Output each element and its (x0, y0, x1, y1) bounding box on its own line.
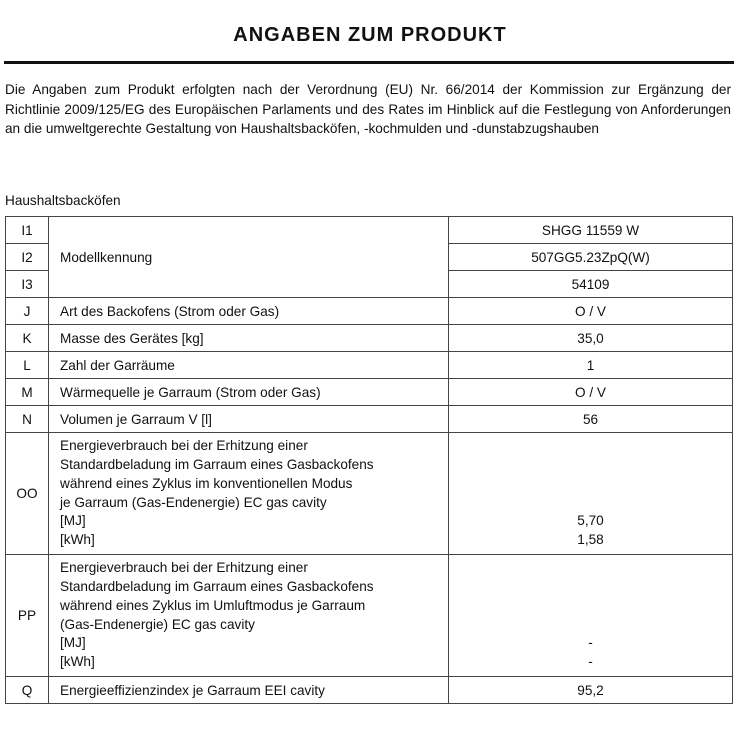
table-row-oo (6, 433, 733, 555)
row-value: 56 (449, 406, 733, 433)
section-label: Haushaltsbacköfen (5, 193, 121, 208)
table-row-j (6, 298, 733, 325)
row-value: 95,2 (449, 677, 733, 704)
row-code: I3 (6, 271, 49, 298)
label-line: (Gas-Endenergie) EC gas cavity (60, 616, 255, 632)
label-line: je Garraum (Gas-Endenergie) EC gas cavity (60, 494, 327, 510)
row-value-cell (449, 433, 733, 555)
table-row-q (6, 677, 733, 704)
table-row-k (6, 325, 733, 352)
unit-mj: [MJ] (60, 513, 86, 529)
value-mj: 5,70 (577, 513, 604, 529)
table-row-i1 (6, 217, 733, 244)
row-label: Energieeffizienzindex je Garraum EEI cavity (49, 677, 449, 704)
unit-kwh: [kWh] (60, 532, 95, 548)
row-label (49, 433, 449, 555)
row-code: PP (6, 555, 49, 677)
row-code: J (6, 298, 49, 325)
row-label: Masse des Gerätes [kg] (49, 325, 449, 352)
value-kwh: - (588, 654, 593, 670)
intro-paragraph: Die Angaben zum Produkt erfolgten nach der Verordnung (EU) Nr. 66/2014 der Kommission zur Ergänzung der Richtlinie 2009/125/EG des Europäischen Parlaments und des Rates im Hinblick auf die Festlegung von Anforderungen an die umweltgerechte Gestaltung von Haushaltsbacköfen, -kochmulden und -dunstabzugshauben (5, 82, 731, 136)
row-code: Q (6, 677, 49, 704)
row-code: OO (6, 433, 49, 555)
label-line: Energieverbrauch bei der Erhitzung einer (60, 438, 308, 454)
row-label (49, 555, 449, 677)
row-code: I1 (6, 217, 49, 244)
label-line: Energieverbrauch bei der Erhitzung einer (60, 560, 308, 576)
value-mj: - (588, 635, 593, 651)
unit-kwh: [kWh] (60, 654, 95, 670)
row-value: O / V (449, 379, 733, 406)
table-row-n (6, 406, 733, 433)
label-line: Standardbeladung im Garraum eines Gasbackofens (60, 578, 374, 594)
row-value: SHGG 11559 W (449, 217, 733, 244)
table-row-l (6, 352, 733, 379)
row-code: M (6, 379, 49, 406)
row-value: 507GG5.23ZpQ(W) (449, 244, 733, 271)
label-line: Standardbeladung im Garraum eines Gasbackofens (60, 456, 374, 472)
model-label: Modellkennung (49, 217, 449, 298)
row-label: Volumen je Garraum V [l] (49, 406, 449, 433)
row-value: 35,0 (449, 325, 733, 352)
table-row-m (6, 379, 733, 406)
row-value: O / V (449, 298, 733, 325)
row-value: 1 (449, 352, 733, 379)
page-title: ANGABEN ZUM PRODUKT (233, 24, 507, 46)
label-line: während eines Zyklus im konventionellen Modus (60, 475, 353, 491)
row-label: Wärmequelle je Garraum (Strom oder Gas) (49, 379, 449, 406)
row-code: K (6, 325, 49, 352)
row-label: Art des Backofens (Strom oder Gas) (49, 298, 449, 325)
unit-mj: [MJ] (60, 635, 86, 651)
row-code: N (6, 406, 49, 433)
row-code: I2 (6, 244, 49, 271)
row-value-cell (449, 555, 733, 677)
row-code: L (6, 352, 49, 379)
row-value: 54109 (449, 271, 733, 298)
title-divider (4, 61, 734, 64)
row-label: Zahl der Garräume (49, 352, 449, 379)
product-spec-table (5, 216, 733, 704)
label-line: während eines Zyklus im Umluftmodus je Garraum (60, 597, 366, 613)
table-row-pp (6, 555, 733, 677)
value-kwh: 1,58 (577, 532, 604, 548)
